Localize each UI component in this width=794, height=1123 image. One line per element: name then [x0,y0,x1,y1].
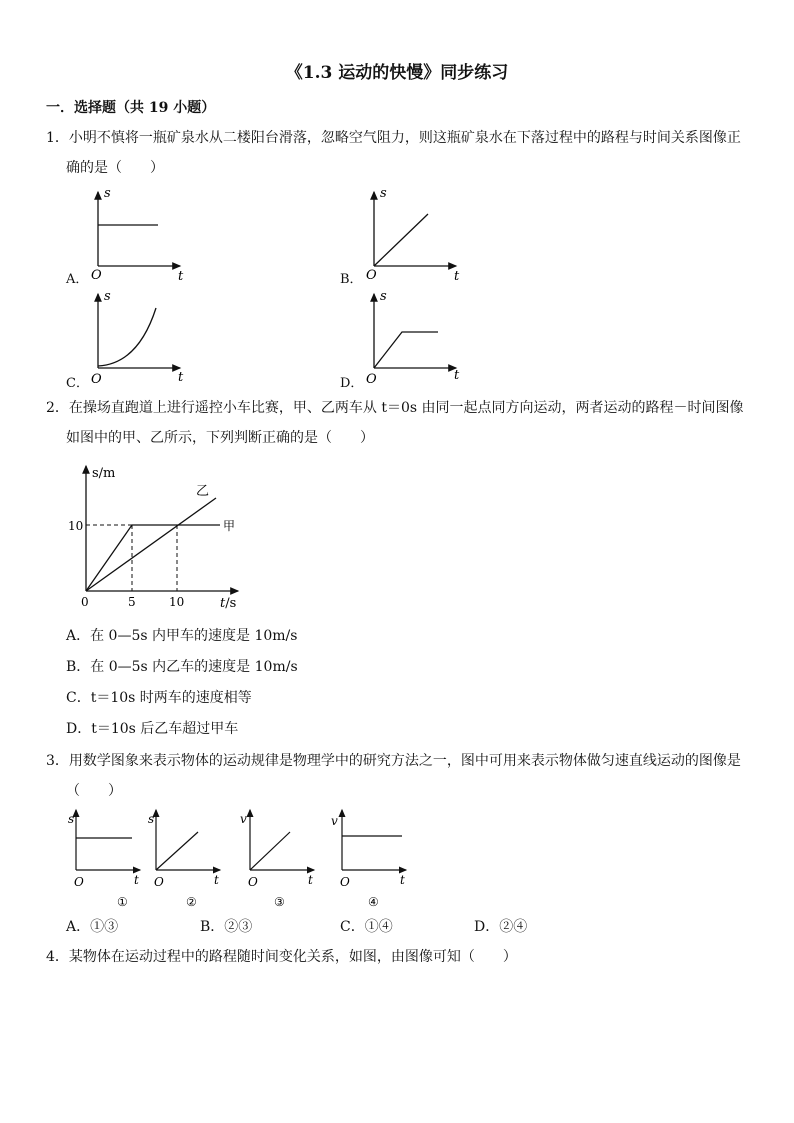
y-axis-label: s [148,812,155,826]
q2-xtick-10: 10 [169,595,185,609]
q4-stem-line1: 4．某物体在运动过程中的路程随时间变化关系，如图，由图像可知（ ） [46,949,517,965]
q2-xlabel-unit: /s [225,596,237,611]
q3-option-c: C．①④ [340,919,393,935]
page-title: 《1.3 运动的快慢》同步练习 [285,63,509,83]
y-axis-label: s [104,186,111,201]
graph-number: ③ [274,895,285,909]
q2-option-a: A．在 0—5s 内甲车的速度是 10m/s [66,628,298,644]
q3-option-d: D．②④ [474,919,528,935]
q2-graph [60,458,260,616]
q3-graph-1 [64,806,154,908]
origin-label: O [366,268,377,283]
curve-rise-then-flat [374,332,438,368]
x-axis-label: t [134,873,139,887]
q2-label-yi: 乙 [196,484,210,499]
origin-label: O [91,268,102,283]
origin-label: O [366,372,377,387]
curve-linear [374,214,428,266]
origin-label: O [74,875,84,889]
q2-stem-line1: 2．在操场直跑道上进行遥控小车比赛，甲、乙两车从 t＝0s 由同一起点同方向运动，两者运动的路程－时间图像 [46,400,744,416]
q2-xlabel [220,596,236,611]
q2-option-d: D．t＝10s 后乙车超过甲车 [66,721,239,737]
q1-stem-line2: 确的是（ ） [66,160,164,176]
q3-graph-4 [330,806,420,908]
q2-option-c: C．t＝10s 时两车的速度相等 [66,690,252,706]
section-heading: 一．选择题（共 19 小题） [46,100,216,116]
q2-xtick-0: 0 [81,595,89,609]
curve-parabola [98,308,156,366]
y-axis-label: s [68,812,75,826]
q1-option-a-label: A． [66,272,89,287]
x-axis-label: t [454,368,460,383]
x-axis-label: t [178,370,184,385]
q1-graph-a [88,186,198,286]
y-axis-label: s [380,186,387,201]
x-axis-label: t [454,269,460,284]
q2-stem-line2: 如图中的甲、乙所示，下列判断正确的是（ ） [66,430,374,446]
line-jia [86,525,220,591]
q1-option-b-label: B． [340,272,363,287]
q3-option-b: B．②③ [200,919,253,935]
q1-graph-d [364,290,474,390]
origin-label: O [340,875,350,889]
origin-label: O [154,875,164,889]
q2-xtick-5: 5 [128,595,136,609]
y-axis-label: v [240,812,247,826]
curve-linear [156,832,198,870]
graph-number: ② [186,895,197,909]
x-axis-label: t [214,873,219,887]
graph-number: ④ [368,895,379,909]
x-axis-label: t [178,269,184,284]
q1-option-c-label: C． [66,376,89,391]
q3-graph-3 [238,806,328,908]
q1-graph-c [88,290,198,390]
origin-label: O [91,372,102,387]
q2-ytick-10: 10 [68,519,84,533]
q2-label-jia: 甲 [223,519,236,533]
q1-stem-line1: 1．小明不慎将一瓶矿泉水从二楼阳台滑落，忽略空气阻力，则这瓶矿泉水在下落过程中的路程与时间关系图像正 [46,130,741,146]
origin-label: O [248,875,258,889]
q2-xlabel-var: t [220,596,226,611]
q1-option-d-label: D． [340,376,364,391]
x-axis-label: t [308,873,313,887]
curve-linear [250,832,290,870]
x-axis-label: t [400,873,405,887]
q3-option-a: A．①③ [66,919,119,935]
q3-graph-2 [144,806,234,908]
y-axis-label: s [380,289,387,304]
line-yi [86,498,216,591]
q3-stem-line1: 3．用数学图象来表示物体的运动规律是物理学中的研究方法之一，图中可用来表示物体做匀速直线运动的图像是 [46,753,741,769]
y-axis-label: s [104,289,111,304]
q2-ylabel: s/m [92,466,116,481]
y-axis-label: v [331,814,338,828]
graph-number: ① [117,895,128,909]
q1-graph-b [364,186,474,286]
q3-stem-line2: （ ） [66,783,122,799]
q2-option-b: B．在 0—5s 内乙车的速度是 10m/s [66,659,298,675]
